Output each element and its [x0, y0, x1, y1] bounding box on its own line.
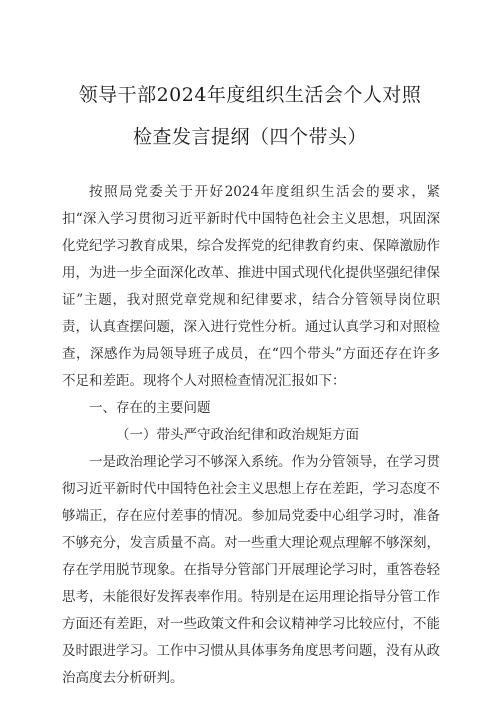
body-paragraph: 一是政治理论学习不够深入系统。作为分管领导，在学习贯彻习近平新时代中国特色社会主义思想上存在差距，学习态度不够端正，存在应付差事的情况。参加局党委中心组学习时，准备不够充分，发言质量不高。对一些重大理论观点理解不够深刻，存在学用脱节现象。在指导分管部门开展理论学习时，重答卷轻思考，未能很好发挥表率作用。特别是在运用理论指导分管工作方面还有差距，对一些政策文件和会议精神学习比较应付，不能及时跟进学习。工作中习惯从具体事务角度思考问题，没有从政治高度去分析研判。	[62, 454, 440, 686]
document-title-line-1: 领导干部2024年度组织生活会个人对照	[78, 84, 422, 106]
subsection-heading: （一）带头严守政治纪律和政治规矩方面	[116, 427, 359, 443]
intro-paragraph: 按照局党委关于开好2024年度组织生活会的要求，紧扣“深入学习贯彻习近平新时代中国特色社会主义思想，巩固深化党纪学习教育成果，综合发挥党的纪律教育约束、保障激励作用，为进一步全面深化改革、推进中国式现代化提供坚强纪律保证”主题，我对照党章党规和纪律要求，结合分管领导岗位职责，认真查摆问题，深入进行党性分析。通过认真学习和对照检查，深感作为局领导班子成员，在“四个带头”方面还存在许多不足和差距。现将个人对照检查情况汇报如下：	[62, 184, 440, 389]
section-heading: 一、存在的主要问题	[89, 400, 211, 416]
document-body	[62, 179, 440, 692]
document-title-line-2: 检查发言提纲（四个带头）	[132, 126, 367, 148]
